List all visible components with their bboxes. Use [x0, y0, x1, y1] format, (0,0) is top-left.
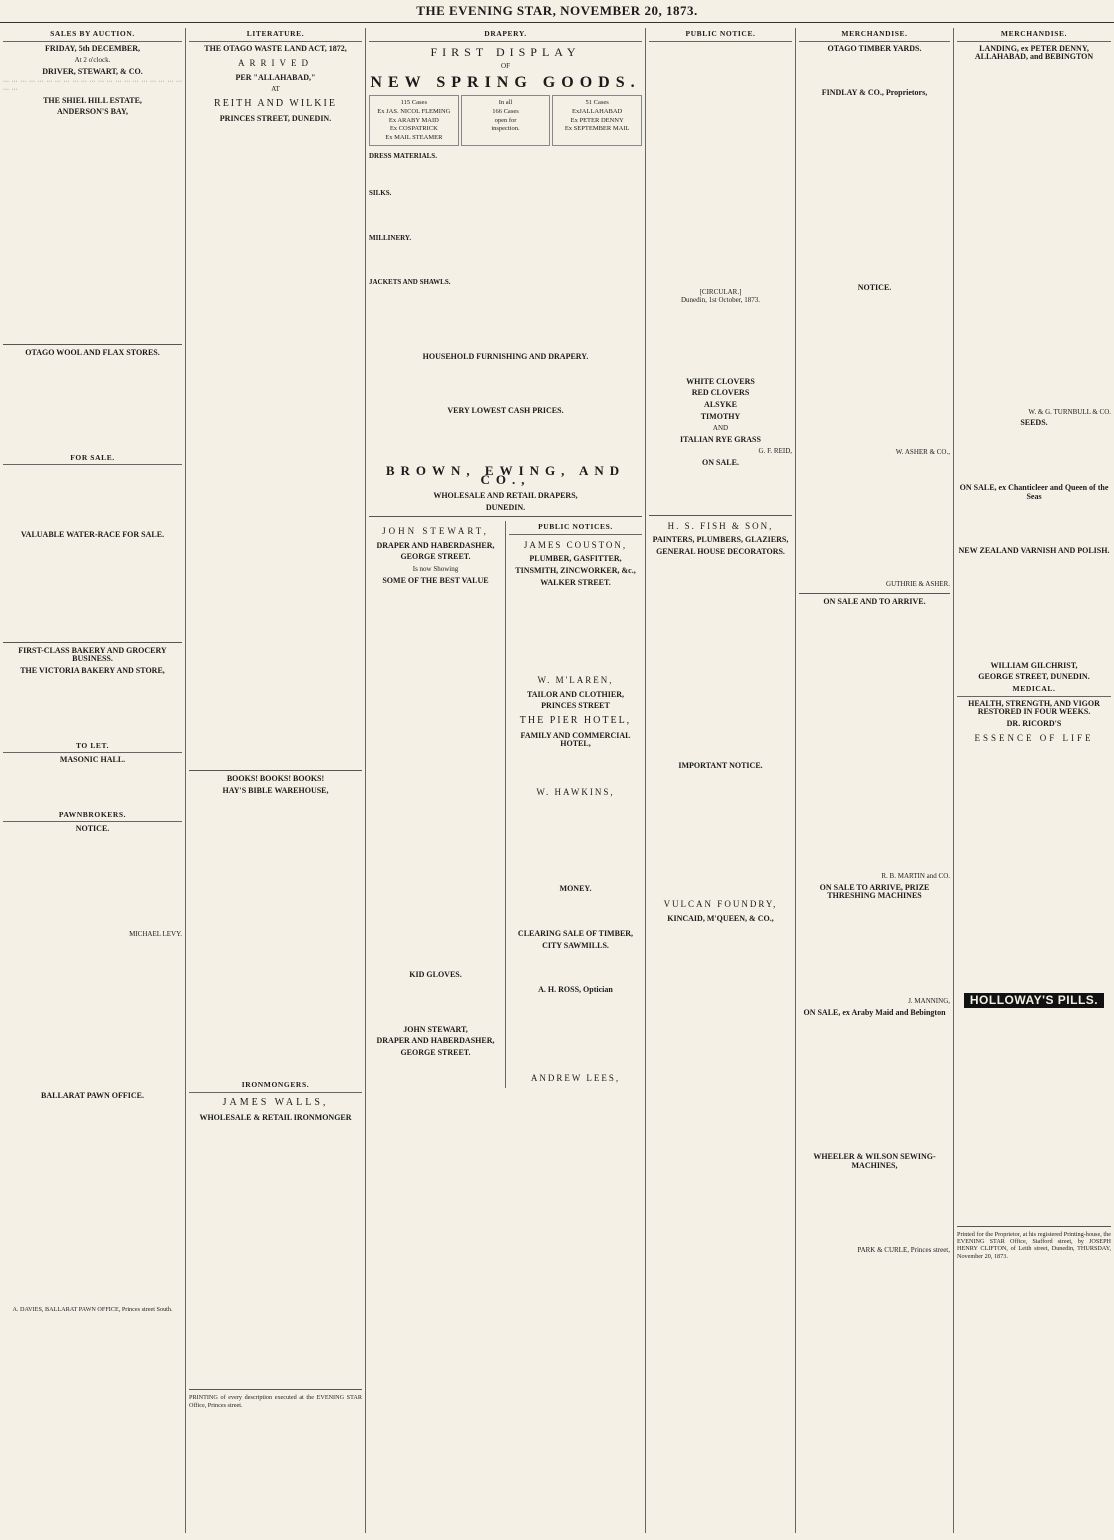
auctioneer-name: DRIVER, STEWART, & CO. — [42, 66, 143, 76]
first-display: FIRST DISPLAY — [430, 44, 581, 59]
guthrie-name: GUTHRIE & ASHER. — [886, 579, 950, 588]
column-merchandise-medical — [953, 28, 1114, 1533]
body-text — [3, 361, 182, 451]
arrive-heading: ON SALE AND TO ARRIVE. — [823, 596, 926, 606]
household-heading: HOUSEHOLD FURNISHING AND DRAPERY. — [422, 351, 589, 361]
ship-name: PER "ALLAHABAD," — [235, 72, 316, 82]
estate-location: ANDERSON'S BAY, — [57, 107, 128, 117]
stewart-name: JOHN STEWART, — [382, 526, 489, 537]
body-text — [799, 56, 950, 86]
at-label: AT — [271, 85, 280, 94]
body-text — [509, 752, 642, 782]
body-text — [3, 120, 182, 340]
cases-table — [369, 95, 642, 146]
pier-hotel: THE PIER HOTEL, — [519, 715, 632, 727]
body-text — [369, 364, 642, 404]
bakery-name: THE VICTORIA BAKERY AND STORE, — [20, 665, 165, 675]
fish-name: H. S. FISH & SON, — [667, 520, 774, 531]
body-text — [3, 939, 182, 1089]
bible-warehouse: HAY'S BIBLE WAREHOUSE, — [222, 785, 329, 795]
landing-heading: LANDING, ex PETER DENNY, ALLAHABAD, and BEBINGTON — [974, 43, 1094, 62]
city-name: DUNEDIN. — [485, 502, 526, 512]
column-literature — [185, 28, 365, 1533]
mlaren-name: W. M'LAREN, — [537, 675, 614, 686]
column-merchandise — [795, 28, 953, 1533]
firm-street: PRINCES STREET, DUNEDIN. — [219, 113, 332, 123]
body-text — [799, 295, 950, 445]
body-text — [957, 431, 1111, 481]
new-spring-goods: NEW SPRING GOODS. — [370, 73, 641, 91]
body-text — [799, 1020, 950, 1150]
pier-sub: FAMILY AND COMMERCIAL HOTEL, — [520, 730, 631, 749]
section-heading: DRAPERY. — [369, 30, 642, 42]
prize-heading: ON SALE TO ARRIVE, PRIZE THRESHING MACHINES — [819, 882, 930, 901]
body-text: ··· ··· ··· ··· ··· ··· ··· ··· ··· ··· ··· ··· ··· ··· ··· ··· ··· ··· ··· ··· ··· ··· ··· — [3, 79, 182, 93]
brown-ewing: BROWN, EWING, AND CO., — [385, 462, 626, 487]
estate-name: THE SHIEL HILL ESTATE, — [43, 95, 142, 105]
seed-3: ALSYKE — [704, 399, 737, 409]
body-text — [649, 305, 792, 375]
walls-sub: WHOLESALE & RETAIL IRONMONGER — [199, 1112, 352, 1122]
column-drapery — [365, 28, 645, 1533]
ross-name: A. H. ROSS, Optician — [538, 985, 613, 995]
body-text — [3, 468, 182, 528]
body-text — [957, 1012, 1111, 1222]
body-text — [3, 543, 182, 638]
section-heading: MERCHANDISE. — [799, 30, 950, 42]
column-public-notices — [506, 521, 642, 1088]
body-text — [957, 749, 1111, 989]
section-heading: MERCHANDISE. — [957, 30, 1111, 42]
body-text — [3, 768, 182, 808]
couston-trade-2: TINSMITH, ZINCWORKER, &c., — [515, 566, 636, 576]
column-public-notice — [645, 28, 795, 1533]
body-text — [369, 419, 642, 459]
wool-stores-heading: OTAGO WOOL AND FLAX STORES. — [25, 347, 160, 357]
stewart-street: GEORGE STREET. — [400, 552, 471, 562]
lowest-prices: VERY LOWEST CASH PRICES. — [447, 406, 564, 416]
stewart-street-2: GEORGE STREET. — [400, 1048, 471, 1058]
millinery-heading: MILLINERY. — [369, 233, 412, 242]
seed-and: AND — [712, 424, 729, 433]
hall-name: MASONIC HALL. — [59, 755, 126, 765]
book-list — [189, 126, 362, 766]
gilchrist-address: GEORGE STREET, DUNEDIN. — [978, 672, 1090, 682]
araby-heading: ON SALE, ex Araby Maid and Bebington — [803, 1007, 946, 1017]
imprint: Printed for the Proprietor, at his registered Printing-house, the EVENING STAR Office, Stafford street, by JOSEPH HENRY CLIFTON, of Leith street, Dunedin, THURSDAY, November 20, 1873. — [957, 1230, 1111, 1260]
cases-mid: In all 166 Cases open for inspection. — [461, 95, 551, 146]
seed-5: ITALIAN RYE GRASS — [680, 434, 761, 444]
body-text — [3, 1103, 182, 1303]
asher-name: W. ASHER & CO., — [895, 448, 950, 457]
lees-name: ANDREW LEES, — [530, 1072, 621, 1083]
body-text — [649, 559, 792, 759]
body-text — [649, 926, 792, 1266]
kid-gloves: KID GLOVES. — [409, 970, 462, 980]
mlaren-street: PRINCES STREET — [541, 701, 610, 711]
waste-land-title: THE OTAGO WASTE LAND ACT, 1872, — [204, 43, 347, 53]
body-text — [509, 998, 642, 1068]
body-text — [799, 457, 950, 577]
kincaid-name: KINCAID, M'QUEEN, & CO., — [667, 913, 774, 923]
body-text — [369, 983, 502, 1023]
body-text — [509, 953, 642, 983]
wholesale-drapers: WHOLESALE AND RETAIL DRAPERS, — [433, 491, 578, 501]
seed-2: RED CLOVERS — [691, 388, 750, 398]
of-label: OF — [501, 62, 510, 71]
body-text — [957, 559, 1111, 659]
body-text — [369, 201, 642, 231]
body-text — [509, 590, 642, 670]
seed-4: TIMOTHY — [700, 411, 741, 421]
money-heading: MONEY. — [559, 884, 592, 894]
section-heading: IRONMONGERS. — [189, 1081, 362, 1093]
section-heading: PUBLIC NOTICE. — [649, 30, 792, 42]
section-heading: FOR SALE. — [3, 454, 182, 466]
vulcan-name: VULCAN FOUNDRY, — [663, 898, 778, 909]
couston-name: JAMES COUSTON, — [523, 539, 628, 550]
body-text — [369, 245, 642, 275]
gilchrist-name: WILLIAM GILCHRIST, — [990, 660, 1078, 670]
essence-heading: ESSENCE OF LIFE — [974, 733, 1094, 744]
section-heading: LITERATURE. — [189, 30, 362, 42]
onsale-heading: ON SALE, ex Chanticleer and Queen of the Seas — [959, 482, 1109, 501]
auction-date: FRIDAY, 5th DECEMBER, — [45, 43, 140, 53]
wheeler-heading: WHEELER & WILSON SEWING-MACHINES, — [813, 1152, 936, 1170]
printing-notice: PRINTING of every description executed at the EVENING STAR Office, Princes street. — [189, 1394, 362, 1409]
stewart-name-2: JOHN STEWART, — [403, 1024, 468, 1034]
body-text — [957, 504, 1111, 544]
body-text — [369, 290, 642, 350]
body-text — [799, 904, 950, 994]
hawkins-name: W. HAWKINS, — [536, 786, 615, 797]
martin-name: R. B. MARTIN and CO. — [881, 872, 950, 881]
holloway-banner: HOLLOWAY'S PILLS. — [964, 993, 1104, 1008]
body-text — [509, 897, 642, 927]
bakery-heading: FIRST-CLASS BAKERY AND GROCERY BUSINESS. — [18, 645, 167, 664]
body-text — [649, 471, 792, 511]
pawn-office-heading: BALLARAT PAWN OFFICE. — [41, 1090, 144, 1100]
important-notice: IMPORTANT NOTICE. — [678, 761, 763, 771]
dress-heading: DRESS MATERIALS. — [369, 152, 437, 161]
body-text — [189, 1125, 362, 1385]
stewart-trade: DRAPER AND HABERDASHER, — [376, 540, 495, 550]
findlay-name: FINDLAY & CO., Proprietors, — [821, 88, 928, 98]
onsale-heading: ON SALE. — [702, 457, 739, 467]
health-heading: HEALTH, STRENGTH, AND VIGOR RESTORED IN FOUR WEEKS. — [968, 698, 1100, 717]
fish-trade: PAINTERS, PLUMBERS, GLAZIERS, — [652, 535, 789, 545]
body-text — [369, 588, 502, 968]
dunedin-date: Dunedin, 1st October, 1873. — [680, 296, 761, 305]
column-sales-by-auction — [0, 28, 185, 1533]
auction-time: At 2 o'clock. — [74, 56, 111, 65]
circular-label: [CIRCULAR.] — [699, 287, 742, 296]
sawmills: CITY SAWMILLS. — [542, 940, 609, 950]
body-text — [799, 101, 950, 281]
stewart-ad — [369, 521, 506, 1088]
jackets-heading: JACKETS AND SHAWLS. — [369, 278, 451, 287]
body-text — [799, 1173, 950, 1243]
timber-yards: OTAGO TIMBER YARDS. — [827, 43, 922, 53]
body-text — [649, 774, 792, 894]
cases-right: 51 Cases ExJALLAHABAD Ex PETER DENNY Ex SEPTEMBER MAIL — [552, 95, 642, 146]
ricord-name: DR. RICORD'S — [1006, 718, 1062, 728]
walls-name: JAMES WALLS, — [222, 1096, 329, 1108]
park-name: PARK & CURLE, Princes street, — [857, 1246, 950, 1255]
stewart-trade-2: DRAPER AND HABERDASHER, — [376, 1036, 495, 1046]
firm-name: REITH AND WILKIE — [214, 97, 337, 109]
body-text — [3, 837, 182, 927]
body-text — [509, 802, 642, 882]
seeds-heading: SEEDS. — [1020, 418, 1048, 428]
best-value: SOME OF THE BEST VALUE — [382, 575, 489, 585]
clearing-sale: CLEARING SALE OF TIMBER, — [517, 929, 634, 938]
turnbull-name: W. & G. TURNBULL & CO. — [1028, 407, 1111, 416]
body-text — [649, 45, 792, 285]
silks-heading: SILKS. — [369, 188, 392, 197]
body-text — [957, 65, 1111, 405]
body-text — [3, 679, 182, 739]
notice-heading: NOTICE. — [857, 282, 892, 292]
reid-name: G. F. REID, — [758, 447, 792, 456]
couston-trade: PLUMBER, GASFITTER, — [529, 554, 622, 564]
pawnbroker-name: MICHAEL LEVY. — [129, 929, 182, 938]
cases-left: 115 Cases Ex JAS. NICOL FLEMING Ex ARABY MAID Ex COSPATRICK Ex MAIL STEAMER — [369, 95, 459, 146]
section-heading: SALES BY AUCTION. — [3, 30, 182, 42]
fish-trade-2: GENERAL HOUSE DECORATORS. — [656, 546, 785, 556]
seed-1: WHITE CLOVERS — [686, 376, 755, 386]
water-race-heading: VALUABLE WATER-RACE FOR SALE. — [20, 530, 165, 540]
arrived-heading: ARRIVED — [238, 58, 313, 69]
section-heading: TO LET. — [3, 742, 182, 754]
body-text — [189, 798, 362, 1078]
section-heading: PUBLIC NOTICES. — [509, 523, 642, 535]
varnish-heading: NEW ZEALAND VARNISH AND POLISH. — [958, 546, 1110, 556]
signoff: A. DAVIES, BALLARAT PAWN OFFICE, Princes street South. — [12, 1306, 173, 1314]
couston-street: WALKER STREET. — [540, 577, 611, 587]
body-text — [369, 164, 642, 186]
manning-name: J. MANNING, — [908, 996, 950, 1005]
mlaren-trade: TAILOR AND CLOTHIER, — [527, 689, 624, 699]
showing: Is now Showing — [412, 565, 459, 574]
section-heading: PAWNBROKERS. — [3, 811, 182, 823]
books-heading: BOOKS! BOOKS! BOOKS! — [226, 774, 325, 784]
notice-heading: NOTICE. — [75, 824, 110, 834]
section-heading: MEDICAL. — [957, 685, 1111, 697]
masthead: THE EVENING STAR, NOVEMBER 20, 1873. — [0, 0, 1114, 23]
body-text — [799, 609, 950, 869]
